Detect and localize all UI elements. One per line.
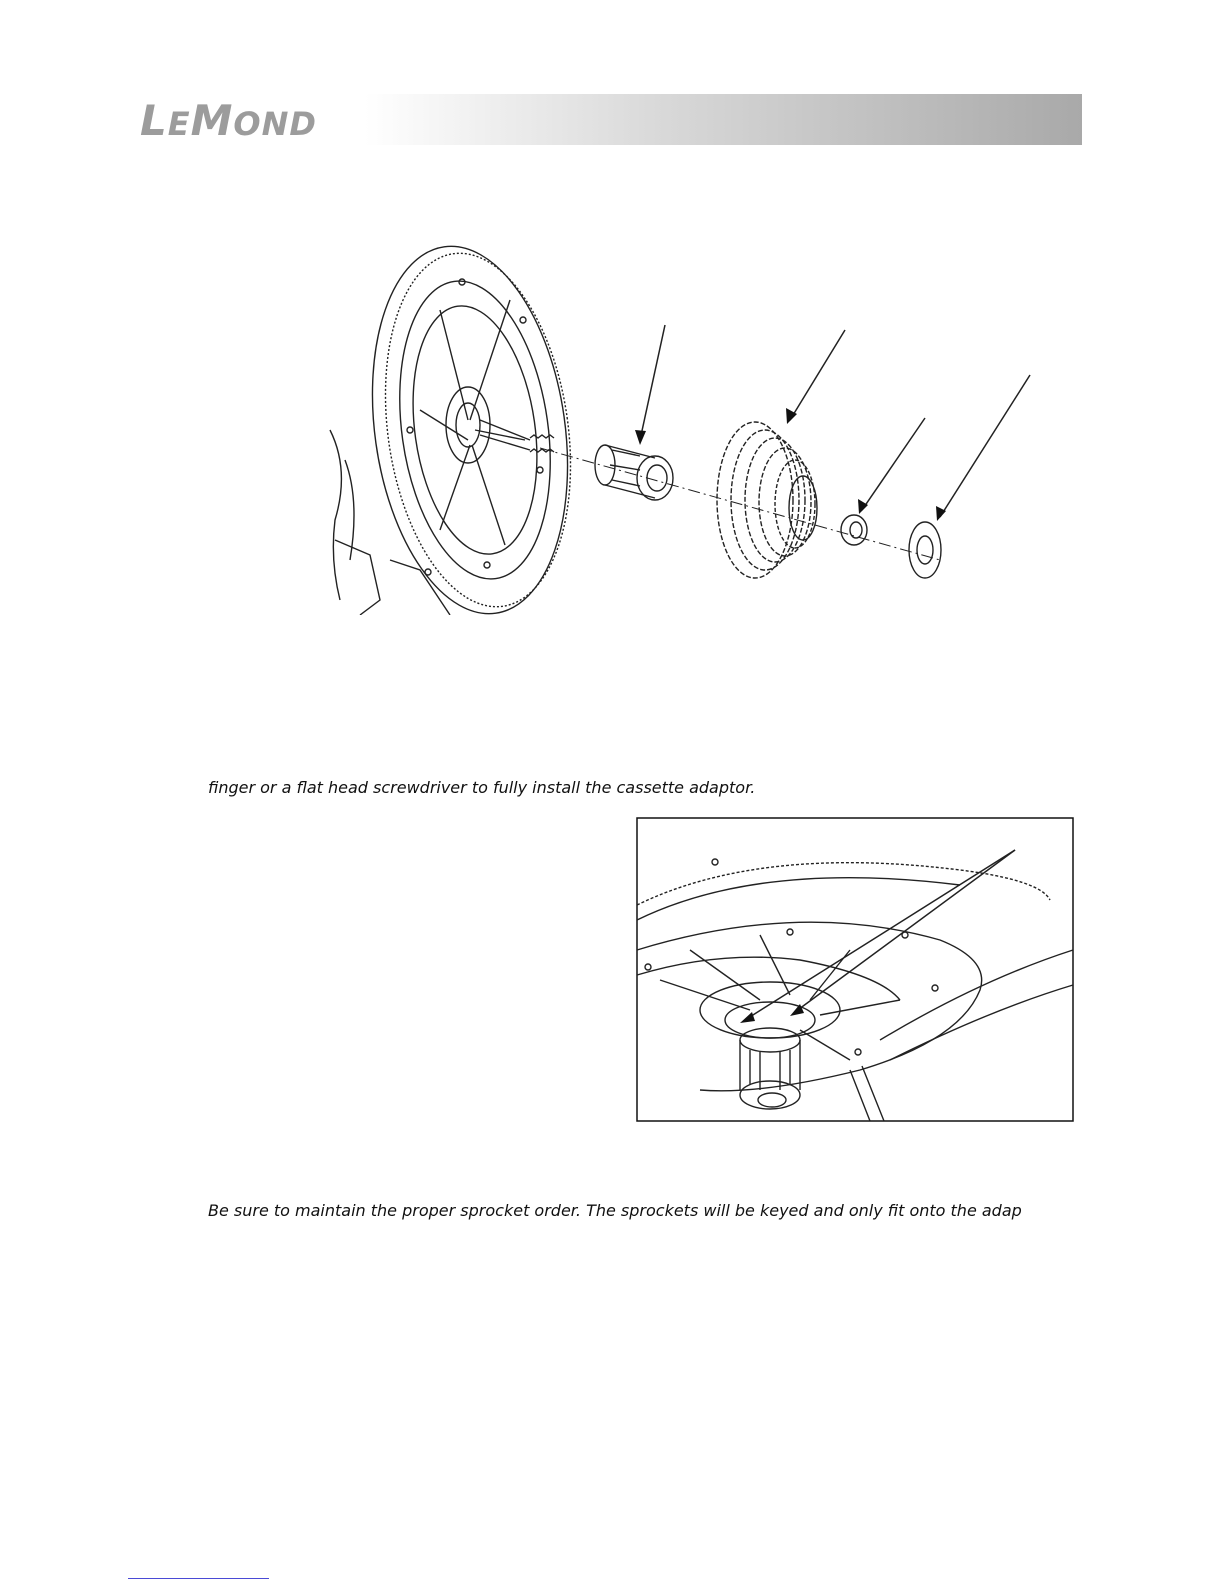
- caption-sprocket-order: Be sure to maintain the proper sprocket order. The sprockets will be keyed and only fit onto the adap: [208, 1201, 1022, 1220]
- exploded-hub-cassette-diagram: [320, 240, 1040, 625]
- lemond-logo: LEMOND: [140, 96, 317, 145]
- footer-link-underline: [128, 1578, 269, 1579]
- detail-view-figure: [636, 817, 1074, 1122]
- caption-adaptor-install: finger or a flat head screwdriver to fully install the cassette adaptor.: [208, 778, 756, 797]
- exploded-view-figure: [320, 240, 1040, 625]
- hub-adaptor-detail-diagram: [636, 817, 1074, 1122]
